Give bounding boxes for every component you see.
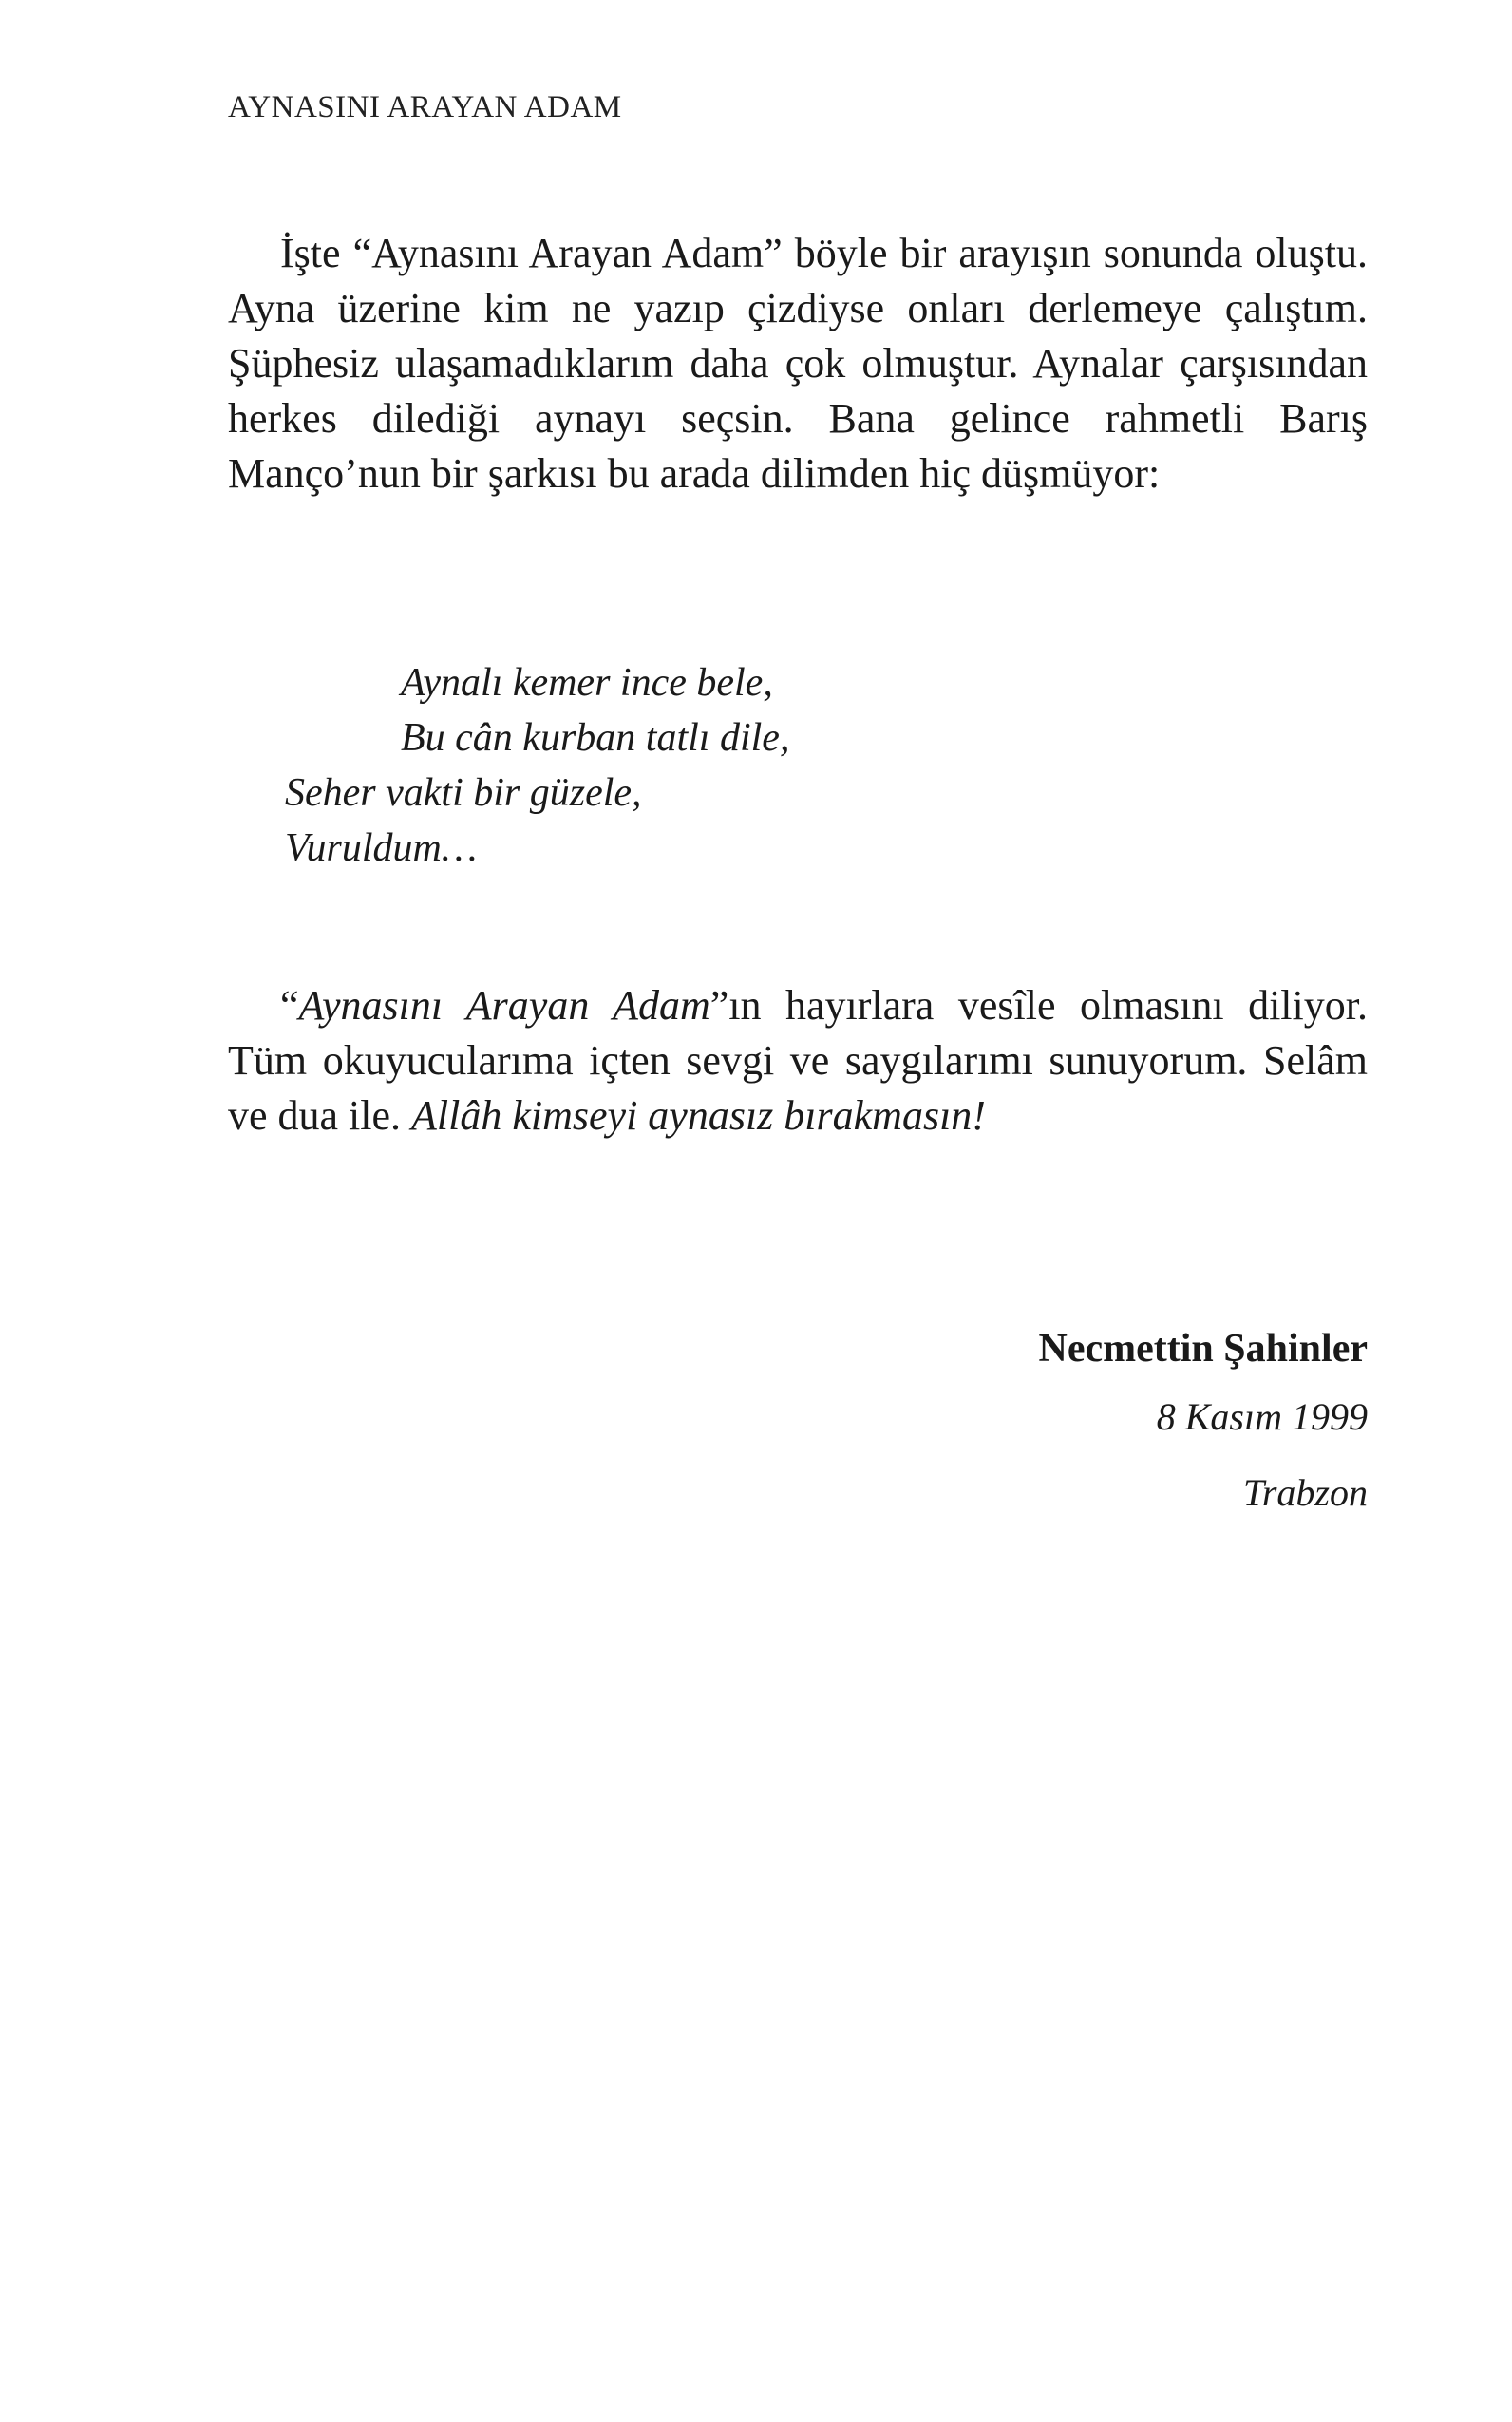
lyric-line-3: Seher vakti bir güzele, [285,771,642,815]
lyric-line-4: Vuruldum… [285,826,478,870]
open-quote: “ [280,982,299,1029]
signature-date: 8 Kasım 1999 [1156,1395,1368,1438]
closing-paragraph [228,978,1368,1144]
lyric-line-2: Bu cân kurban tatlı dile, [401,716,790,760]
closing-paragraph-text: ”ın hayırlara vesîle olmasını diliyor. Tüm okuyucularıma içten sevgi ve saygılarımı sunuyorum. Selâm ve dua ile. [228,982,1368,1139]
author-name: Necmettin Şahinler [1038,1327,1368,1371]
song-lyrics [228,655,1178,876]
intro-paragraph [228,226,1368,501]
signature-block [1039,1318,1368,1531]
lyric-line-1: Aynalı kemer ince bele, [401,661,773,705]
running-header: AYNASINI ARAYAN ADAM [228,90,622,124]
book-title-italic: Aynasını Arayan Adam [298,982,710,1029]
signature-place: Trabzon [1242,1471,1368,1514]
intro-paragraph-text: İşte “Aynasını Arayan Adam” böyle bir arayışın sonunda oluştu. Ayna üzerine kim ne yazıp çizdiyse onları derlemeye çalıştım. Şüphesiz ulaşamadıklarım daha çok olmuştur. Aynalar çarşısından herkes dilediği aynayı seçsin. Bana gelince rahmetli Barış Manço’nun bir şarkısı bu arada dilimden hiç düşmüyor: [228,230,1368,497]
closing-wish-italic: Allâh kimseyi aynasız bırakmasın! [411,1092,986,1139]
